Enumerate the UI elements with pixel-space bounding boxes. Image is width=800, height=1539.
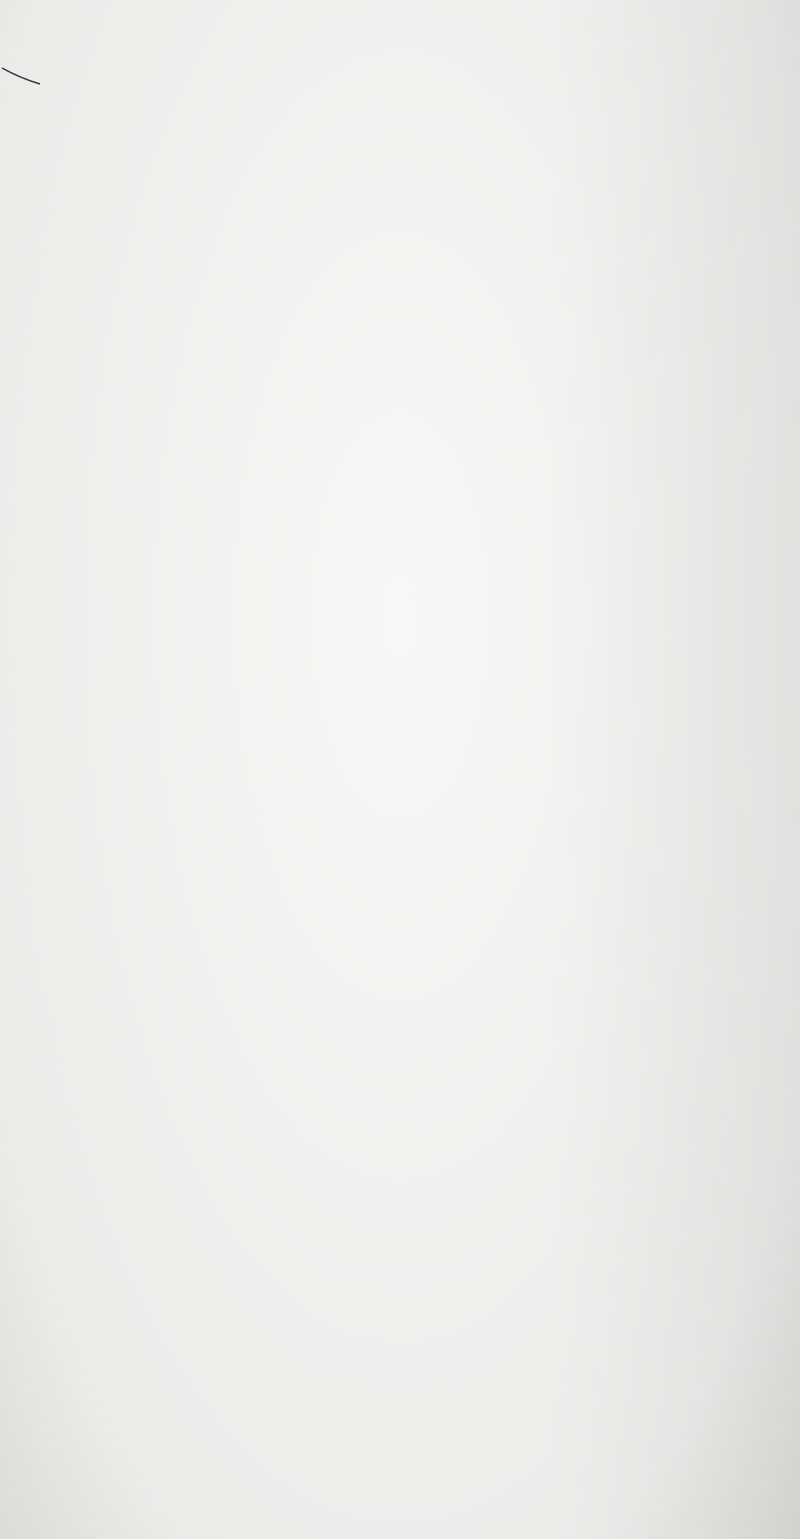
bleed-through-shadow bbox=[550, 0, 800, 1539]
ink-stroke-mark bbox=[0, 60, 50, 90]
page-header bbox=[50, 62, 760, 106]
